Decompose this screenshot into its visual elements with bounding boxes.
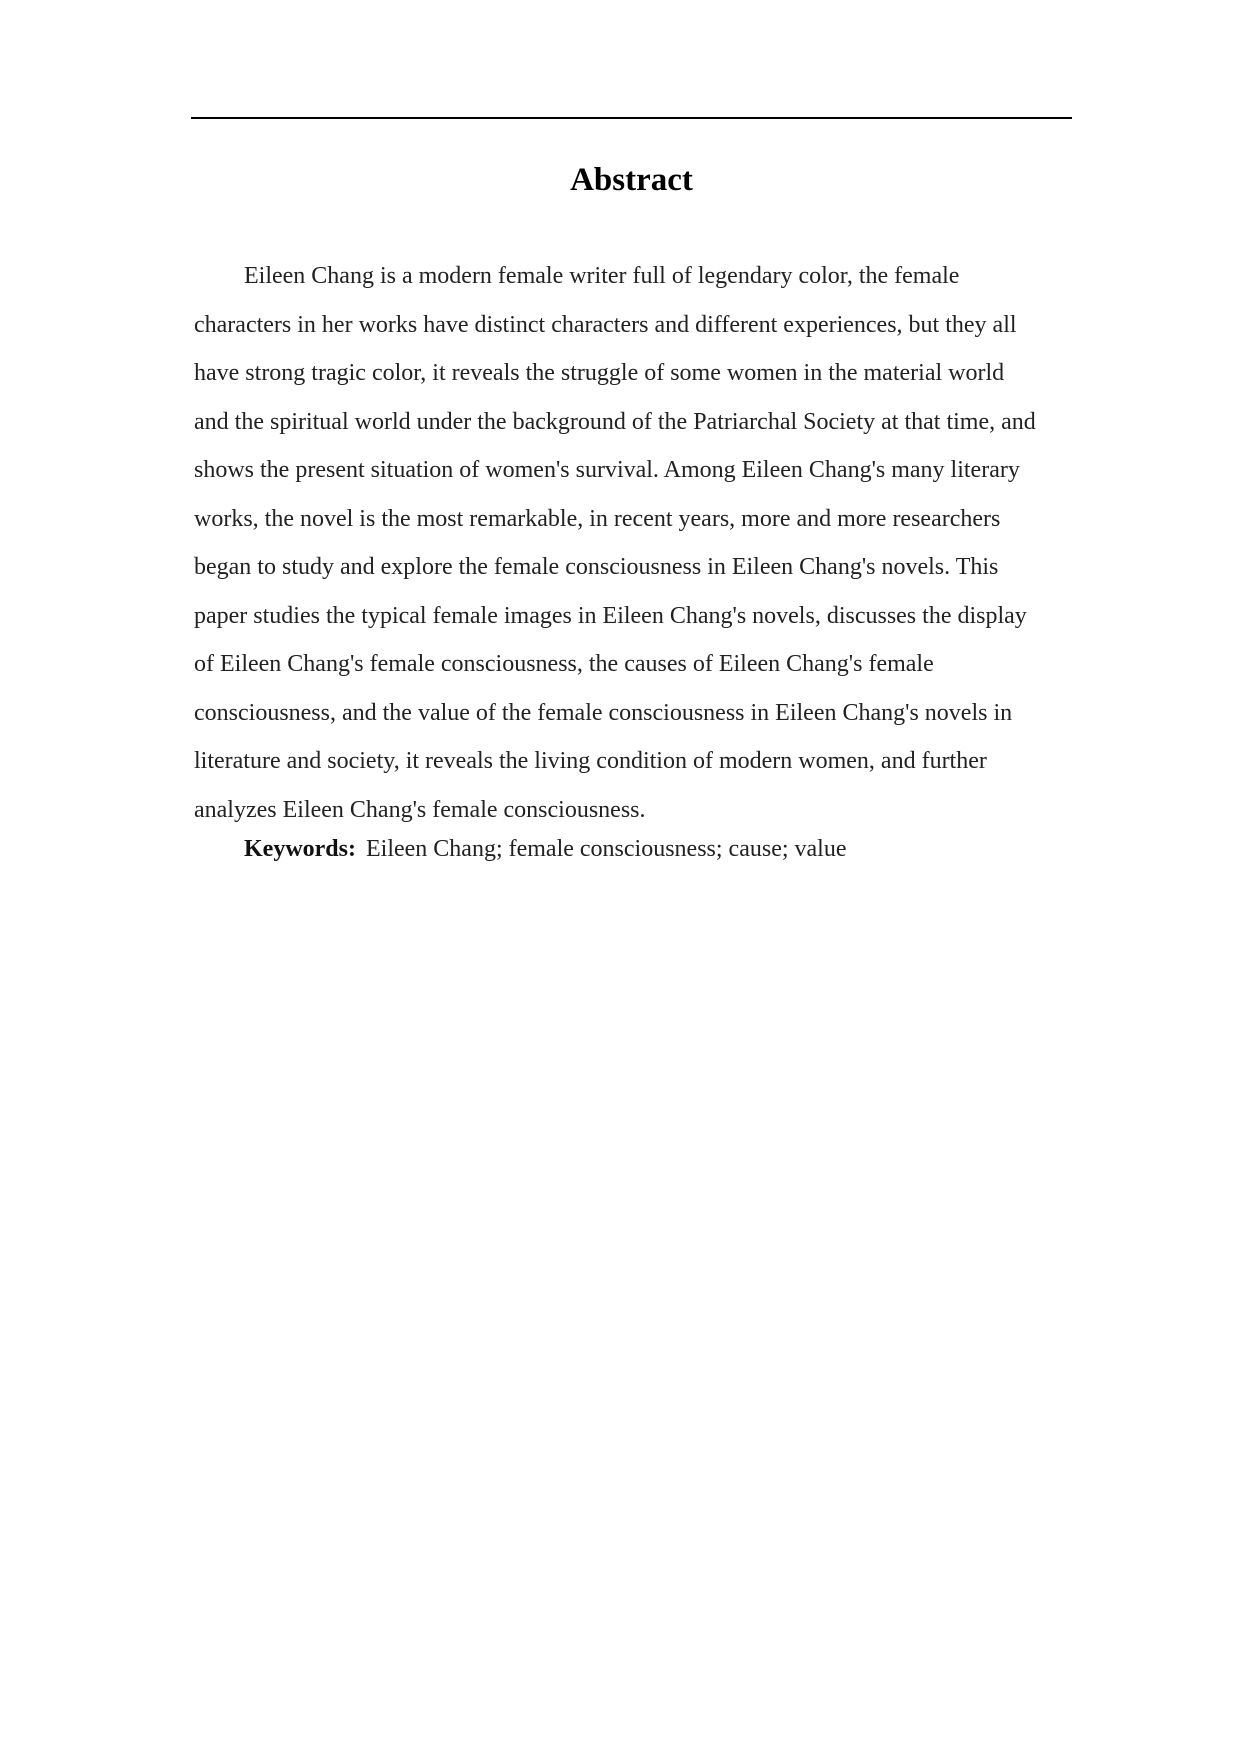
page-title: Abstract xyxy=(570,162,693,198)
keywords-line xyxy=(244,833,847,865)
abstract-line: have strong tragic color, it reveals the struggle of some women in the material world xyxy=(194,360,1005,386)
abstract-line: characters in her works have distinct characters and different experiences, but they all xyxy=(194,311,1017,338)
abstract-line: of Eileen Chang's female consciousness, the causes of Eileen Chang's female xyxy=(194,651,934,677)
abstract-line: Eileen Chang is a modern female writer full of legendary color, the female xyxy=(244,263,960,289)
header-rule xyxy=(191,117,1072,119)
abstract-line: and the spiritual world under the background of the Patriarchal Society at that time, and xyxy=(194,408,1036,435)
abstract-line: consciousness, and the value of the female consciousness in Eileen Chang's novels in xyxy=(194,699,1013,726)
abstract-line: works, the novel is the most remarkable, in recent years, more and more researchers xyxy=(194,505,1001,532)
abstract-line: began to study and explore the female consciousness in Eileen Chang's novels. This xyxy=(194,554,999,580)
abstract-line: paper studies the typical female images in Eileen Chang's novels, discusses the display xyxy=(194,602,1027,629)
abstract-line: analyzes Eileen Chang's female consciousness. xyxy=(194,796,646,823)
abstract-paragraph xyxy=(194,252,1074,834)
abstract-line: shows the present situation of women's survival. Among Eileen Chang's many literary xyxy=(194,457,1020,483)
keywords-value: Eileen Chang; female consciousness; cause; value xyxy=(365,836,847,862)
abstract-line: literature and society, it reveals the living condition of modern women, and further xyxy=(194,748,987,774)
keywords-label: Keywords: xyxy=(244,836,356,862)
